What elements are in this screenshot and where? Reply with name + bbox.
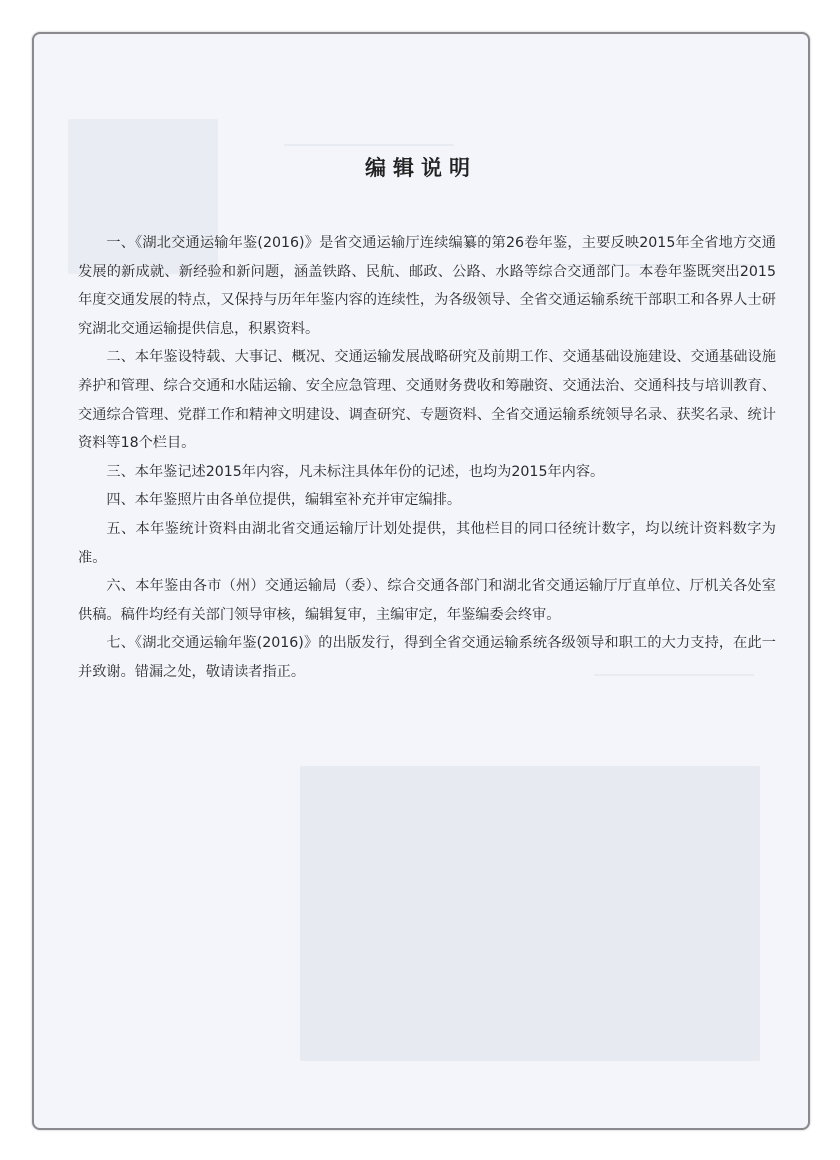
paragraph-7: 七、《湖北交通运输年鉴(2016)》的出版发行，得到全省交通运输系统各级领导和职工的大力支持，在此一并致谢。错漏之处，敬请读者指正。	[78, 635, 776, 680]
paragraph-2: 二、本年鉴设特载、大事记、概况、交通运输发展战略研究及前期工作、交通基础设施建设、交通基础设施养护和管理、综合交通和水陆运输、安全应急管理、交通财务费收和筹融资、交通法治、交通科技与培训教育、交通综合管理、党群工作和精神文明建设、调查研究、专题资料、全省交通运输系统领导名录、获奖名录、统计资料等18个栏目。	[78, 349, 776, 452]
paragraph-4: 四、本年鉴照片由各单位提供，编辑室补充并审定编排。	[106, 492, 462, 509]
paragraph-3: 三、本年鉴记述2015年内容，凡未标注具体年份的记述，也均为2015年内容。	[106, 463, 605, 480]
show-through-artifact	[284, 144, 454, 146]
paragraph-1: 一、《湖北交通运输年鉴(2016)》是省交通运输厅连续编纂的第26卷年鉴，主要反映2015年全省地方交通发展的新成就、新经验和新问题，涵盖铁路、民航、邮政、公路、水路等综合交通部门。本卷年鉴既突出2015年度交通发展的特点，又保持与历年年鉴内容的连续性，为各级领导、全省交通运输系统干部职工和各界人士研究湖北交通运输提供信息，积累资料。	[78, 235, 776, 337]
paragraph-5: 五、本年鉴统计资料由湖北省交通运输厅计划处提供，其他栏目的同口径统计数字，均以统计资料数字为准。	[78, 520, 776, 566]
scanned-page	[32, 32, 810, 1130]
document-body	[78, 229, 776, 687]
show-through-artifact	[300, 766, 760, 1061]
page-title: 编辑说明	[365, 156, 477, 180]
paragraph-6: 六、本年鉴由各市（州）交通运输局（委）、综合交通各部门和湖北省交通运输厅厅直单位、厅机关各处室供稿。稿件均经有关部门领导审核，编辑复审，主编审定，年鉴编委会终审。	[78, 578, 776, 623]
